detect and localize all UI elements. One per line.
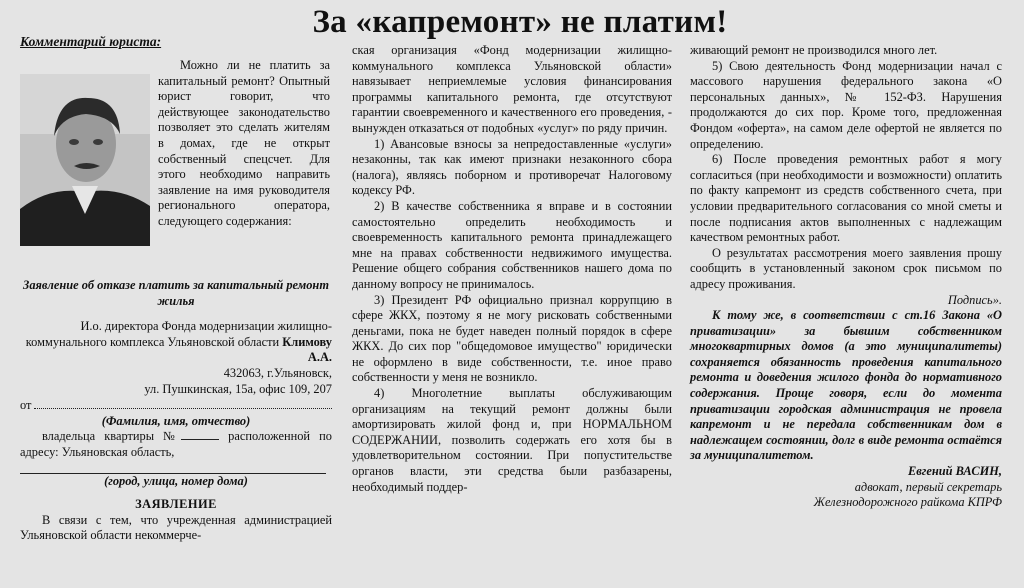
legal-note: К тому же, в соответствии с ст.16 Закона «О приватизации» за бывшим собственником многоквартирных домов (а это муниципалитеты) сохраняется обязанность проведения капитального ремонта и доведения жилого фонда до нормативного содержания. Проще говоря, если до момента приватизации городская администрация не провела капремонт и не передала собственникам дом в надлежащем состоянии, долг в виде ремонта остаётся за муниципалитетом. bbox=[690, 308, 1002, 463]
col2-paragraph-4: 4) Многолетние выплаты обслуживающим организациям на текущий ремонт должны были амортизировать жилой фонд и, при НОРМАЛЬНОМ СОДЕРЖАНИИ, позволить содержать его хотя бы в удовлетворительном состоянии. При попустительстве органов власти, эти средства были разбазарены, необходимый поддер- bbox=[352, 386, 672, 494]
owner-text-a: владельца квартиры № bbox=[42, 429, 182, 444]
column-1 bbox=[20, 278, 332, 544]
addressee-line3: ул. Пушкинская, 15а, офис 109, 207 bbox=[144, 381, 332, 396]
name-caption: (Фамилия, имя, отчество) bbox=[101, 413, 251, 428]
signature-label: Подпись». bbox=[947, 292, 1002, 307]
addressee-block bbox=[20, 319, 332, 397]
addressee-line2: 432063, г.Ульяновск, bbox=[223, 365, 332, 380]
application-title: Заявление об отказе платить за капитальный ремонт жилья bbox=[23, 278, 329, 308]
address-blank bbox=[20, 461, 326, 474]
owner-text-b: расположенной по адресу: Ульяновская область, bbox=[20, 429, 332, 459]
owner-text bbox=[20, 429, 332, 460]
portrait-photo-icon bbox=[20, 74, 150, 246]
col3-paragraph-0: живающий ремонт не производился много лет. bbox=[690, 43, 938, 57]
col2-paragraph-3: 3) Президент РФ официально признал коррупцию в сфере ЖКХ, поэтому я не могу рисковать собственными деньгами, пока не будет наведен полный порядок в сфере ЖКХ. До сих пор "общедомовое имущество" юридически не оформлено в виде собственности, т.е. иное право собственности у меня не возникло. bbox=[352, 292, 672, 385]
headline: За «капремонт» не платим! bbox=[312, 4, 728, 40]
from-blank bbox=[34, 397, 332, 409]
author-role-1: адвокат, первый секретарь bbox=[854, 479, 1002, 494]
addressee-line1: И.о. директора Фонда модернизации жилищно-коммунального комплекса Ульяновской области bbox=[25, 319, 332, 349]
col1-body: В связи с тем, что учрежденная администрацией Ульяновской области некоммерче- bbox=[20, 512, 332, 543]
kicker-label: Комментарий юриста: bbox=[20, 34, 162, 49]
intro-paragraph: Можно ли не платить за капитальный ремонт? Опытный юрист говорит, что действующее законодательство позволяет это сделать жителям в домах, где не открыт собственный спецсчет. Для этого необходимо направить заявление на имя руководителя регионального оператора, следующего содержания: bbox=[158, 58, 330, 228]
intro-text-block bbox=[158, 58, 330, 230]
author-role-2: Железнодорожного райкома КПРФ bbox=[813, 495, 1002, 510]
column-2 bbox=[352, 43, 672, 495]
col3-paragraph-7: О результатах рассмотрения моего заявления прошу сообщить в установленный законом срок письмом по адресу проживания. bbox=[690, 245, 1002, 291]
col2-paragraph-1: 1) Авансовые взносы за непредоставленные «услуги» незаконны, так как имеют признаки незаконного сбора (налога), являясь поборном и противоречат Налоговому кодексу РФ. bbox=[352, 136, 672, 198]
col2-paragraph-2: 2) В качестве собственника я вправе и в состоянии самостоятельно определить необходимость и своевременность капитального ремонта принадлежащего мне на правах собственности недвижимого имущества. Решение общего собрания собственников нашего дома по данному вопросу не принималось. bbox=[352, 198, 672, 291]
column-3 bbox=[690, 43, 1002, 511]
address-caption: (город, улица, номер дома) bbox=[104, 473, 248, 488]
from-label: от bbox=[20, 398, 32, 413]
col3-paragraph-5: 5) Свою деятельность Фонд модернизации начал с массового нарушения федерального закона «О персональных данных», № 152-ФЗ. Нарушения продолжаются до сих пор. Кроме того, предложенная Фондом «оферта», на самом деле офертой не является по определению. bbox=[690, 58, 1002, 151]
addressee-name: Климову А.А. bbox=[282, 334, 332, 365]
col3-paragraph-6: 6) После проведения ремонтных работ я могу согласиться (при необходимости и возможности) оплатить по факту капремонт из средств собственного счета, при условии предварительного согласования со мной сметы и после подписания актов выполненных с надлежащим качеством ремонтных работ. bbox=[690, 152, 1002, 245]
col2-paragraph-0: ская организация «Фонд модернизации жилищно-коммунального комплекса Ульяновской области» навязывает неприемлемые условия финансирования программы капитального ремонта, где отсутствуют гарантии своевременного и качественного его проведения, - вынужден отказаться от подобных «услуг» по ряду причин. bbox=[352, 43, 672, 135]
from-field bbox=[20, 397, 332, 414]
statement-heading: ЗАЯВЛЕНИЕ bbox=[135, 497, 217, 512]
apartment-blank bbox=[181, 429, 219, 440]
author-name: Евгений ВАСИН, bbox=[907, 464, 1002, 479]
